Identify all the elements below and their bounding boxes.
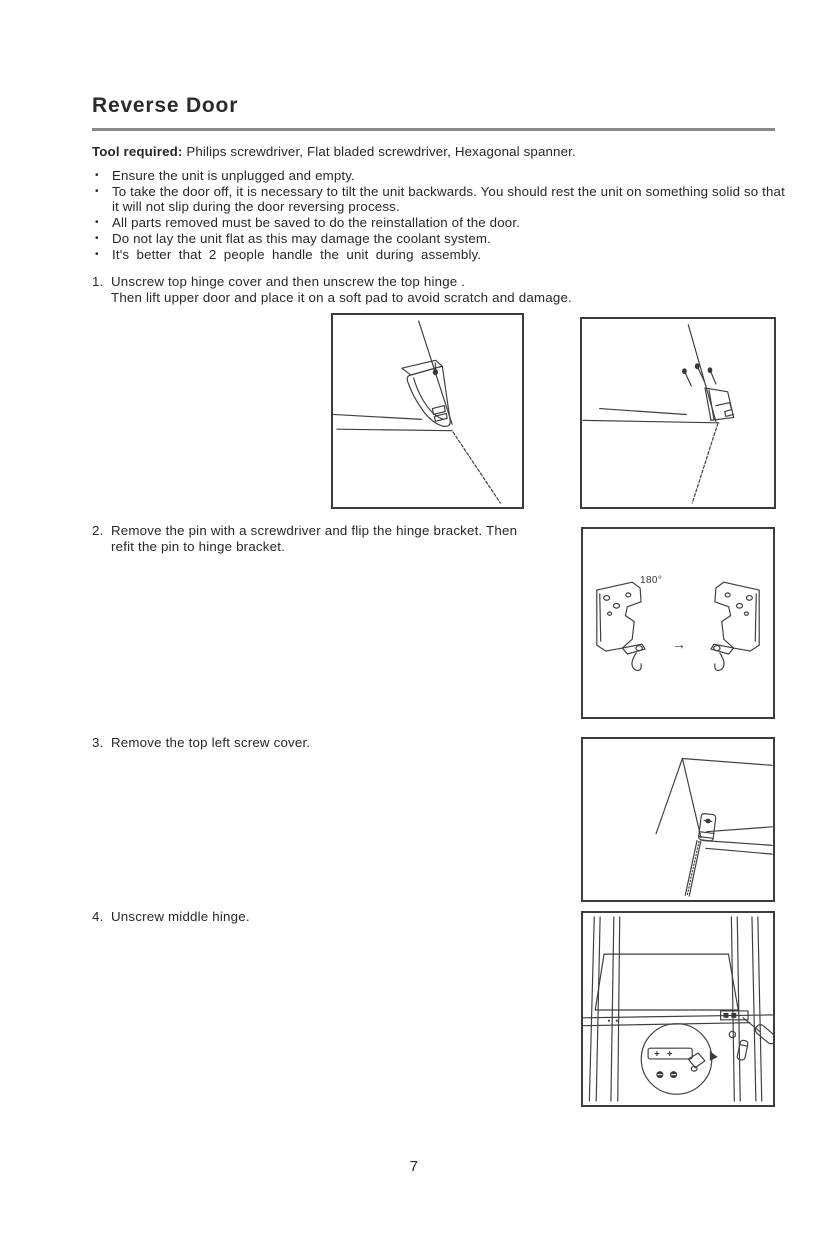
- hinge-bracket-left: [597, 582, 645, 670]
- tools-required-label: Tool required:: [92, 144, 183, 159]
- bullet-dot-icon: •: [95, 249, 99, 261]
- precaution-text: Ensure the unit is unplugged and empty.: [112, 168, 355, 183]
- hinge-bracket-flip-illustration: [583, 529, 773, 717]
- step-text: [111, 735, 577, 751]
- step-3: [92, 735, 577, 751]
- hinge-bracket-right: [711, 582, 759, 670]
- precaution-item: [92, 168, 789, 183]
- precaution-text: It's better that 2 people handle the unit during assembly.: [112, 247, 482, 263]
- step-number: 2.: [92, 523, 104, 538]
- step-number: 1.: [92, 274, 104, 289]
- figure-middle-hinge: [581, 911, 775, 1107]
- tools-required-line: [92, 144, 576, 159]
- bullet-dot-icon: •: [95, 217, 99, 229]
- precaution-item: [92, 247, 789, 262]
- figure-hinge-bracket-flip: [581, 527, 775, 719]
- page-title: Reverse Door: [92, 94, 239, 117]
- title-divider: [92, 128, 775, 131]
- top-hinge-screws-illustration: [582, 319, 774, 507]
- precaution-item: [92, 184, 789, 215]
- step-line: Remove the top left screw cover.: [111, 735, 311, 750]
- top-hinge-cover-illustration: [333, 315, 522, 507]
- step-line: Unscrew top hinge cover and then unscrew the top hinge .: [111, 274, 466, 289]
- step-2: [92, 523, 577, 555]
- step-1: [92, 274, 702, 306]
- step-line: Remove the pin with a screwdriver and flip the hinge bracket. Then: [111, 523, 518, 538]
- step-text: [111, 274, 702, 306]
- figure-top-hinge-screws: [580, 317, 776, 509]
- tools-required-text: Philips screwdriver, Flat bladed screwdriver, Hexagonal spanner.: [182, 144, 576, 159]
- precaution-list: [92, 168, 789, 263]
- bullet-dot-icon: •: [95, 170, 99, 181]
- middle-hinge-illustration: [583, 913, 773, 1105]
- precaution-text: Do not lay the unit flat as this may damage the coolant system.: [112, 231, 491, 247]
- bullet-dot-icon: •: [95, 233, 99, 245]
- step-text: [111, 909, 577, 925]
- step-text: [111, 523, 577, 555]
- step-line: refit the pin to hinge bracket.: [111, 538, 285, 554]
- screw-cover-illustration: [583, 739, 773, 900]
- bullet-dot-icon: •: [95, 186, 99, 197]
- step-line: Then lift upper door and place it on a soft pad to avoid scratch and damage.: [111, 289, 572, 305]
- step-line: Unscrew middle hinge.: [111, 909, 250, 924]
- precaution-item: [92, 231, 789, 246]
- arrow-right-icon: →: [672, 636, 686, 652]
- page-number: 7: [409, 1158, 419, 1175]
- step-number: 4.: [92, 909, 104, 924]
- precaution-text: To take the door off, it is necessary to tilt the unit backwards. You should rest the unit on something solid so that it will not slip during the door reversing process.: [112, 184, 785, 215]
- precaution-text: All parts removed must be saved to do the reinstallation of the door.: [112, 215, 521, 231]
- precaution-item: [92, 215, 789, 230]
- step-4: [92, 909, 577, 925]
- step-number: 3.: [92, 735, 104, 750]
- figure-top-hinge-cover: [331, 313, 524, 509]
- rotation-angle-label: 180°: [640, 575, 663, 586]
- figure-screw-cover: [581, 737, 775, 902]
